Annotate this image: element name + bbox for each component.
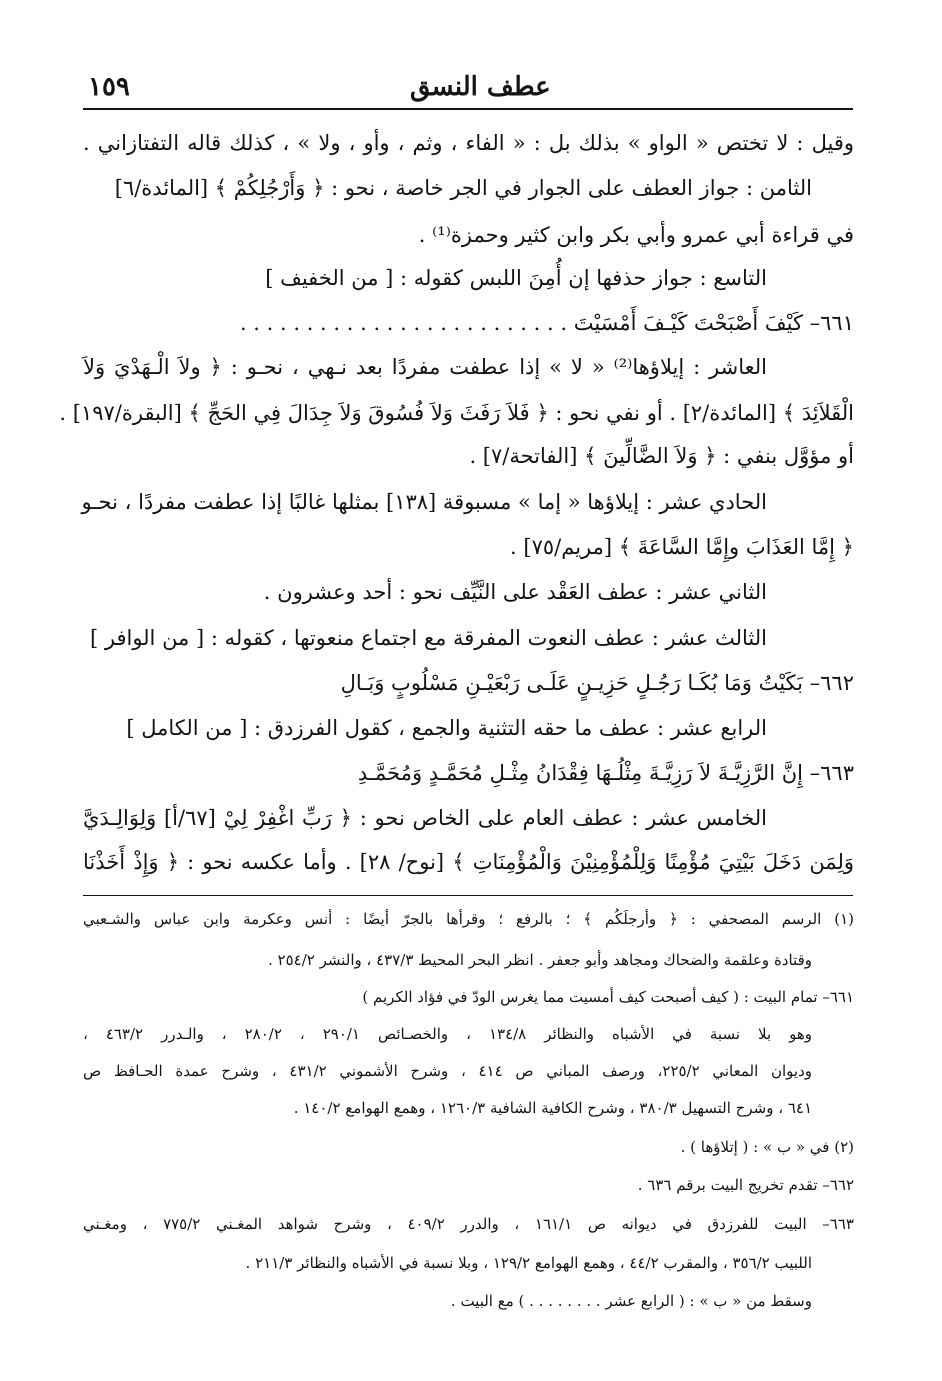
footnote-line: ٦٦١– تمام البيت : ( كيف أصبحت كيف أمسيت مما يغرس الودّ في فؤاد الكريم ): [362, 988, 854, 1006]
footnote-rule: [83, 895, 853, 896]
page-number: ١٥٩: [88, 72, 130, 102]
verse-line: ٦٦٣– إِنَّ الرَّزِيَّـةَ لاَ رَزِيَّـةَ مِثْلُـهَا فِقْدَانُ مِثْـلِ مُحَمَّـدٍ وَمُحَمَّـدِ: [357, 761, 854, 785]
page-title: عطف النسق: [410, 72, 551, 102]
body-line: ﴿ إِمَّا العَذَابَ وإِمَّا السَّاعَةَ ﴾ [مريم/٧٥] .: [510, 535, 854, 559]
verse-line: ٦٦٢– بَكَيْتُ وَمَا بُكَـا رَجُـلٍ حَزِيـنٍ عَلَـى رَبْعَيْـنِ مَسْلُوبٍ وَبَـالِ: [340, 671, 854, 695]
body-line: الْقَلاَئِدَ ﴾ [المائدة/٢] . أو نفي نحو : ﴿ فَلاَ رَفَثَ وَلاَ فُسُوقَ وَلاَ جِدَالَ فِي الحَجِّ ﴾ [البقرة/١٩٧] .: [59, 401, 854, 425]
footnote-line: (١) الرسم المصحفي : ﴿ وأرجلَكُم ﴾ ؛ بالرفع ؛ وقرأها بالجرّ أيضًا : أنس وعكرمة وابن عباس والشـعبي: [83, 910, 854, 928]
footnote-line: ٦٦٣– البيت للفرزدق في ديوانه ص ١٦١/١ ، والدرر ٤٠٩/٢ ، وشرح شواهد المغـني ٧٧٥/٢ ، ومغـني: [83, 1215, 854, 1233]
body-line: الثامن : جواز العطف على الجوار في الجر خاصة ، نحو : ﴿ وَأَرْجُلِكُمْ ﴾ [المائدة/٦]: [114, 176, 812, 200]
body-line: وقيل : لا تختص « الواو » بذلك بل : « الفاء ، وثم ، وأو ، ولا » ، كذلك قاله التفتازاني .: [83, 131, 854, 155]
verse-line: ٦٦١– كَيْفَ أَصْبَحْتَ كَيْـفَ أَمْسَيْتَ . . . . . . . . . . . . . . . . . . . . . . . . .: [239, 311, 854, 335]
body-line: في قراءة أبي عمرو وأبي بكر وابن كثير وحمزة⁽¹⁾ .: [418, 223, 854, 247]
body-line: الثالث عشر : عطف النعوت المفرقة مع اجتماع منعوتها ، كقوله : [ من الوافر ]: [89, 626, 767, 650]
body-line: التاسع : جواز حذفها إن أُمِنَ اللبس كقوله : [ من الخفيف ]: [265, 266, 767, 290]
footnote-line: (٢) في « ب » : ( إتلاؤها ) .: [680, 1138, 854, 1156]
header-rule: [83, 108, 853, 110]
body-line: الثاني عشر : عطف العَقْد على النَّيِّف نحو : أحد وعشرون .: [263, 580, 767, 604]
footnote-line: وديوان المعاني ٢٢٥/٢، ورصف المباني ص ٤١٤ ، وشرح الأشموني ٤٣١/٢ ، وشرح عمدة الحـافظ ص: [83, 1062, 812, 1080]
body-line: العاشر : إيلاؤها⁽²⁾ « لا » إذا عطفت مفردًا بعد نـهي ، نحـو : ﴿ ولاَ الْـهَدْيَ وَلاَ: [83, 355, 768, 379]
footnote-line: وسقط من « ب » : ( الرابع عشر . . . . . . . . ) مع البيت .: [450, 1292, 812, 1310]
footnote-line: اللبيب ٣٥٦/٢ ، والمقرب ٤٤/٢ ، وهمع الهوامع ١٢٩/٢ ، وبلا نسبة في الأشباه والنظائر ٢١١/٣ .: [245, 1254, 812, 1272]
body-line: أو مؤوَّل بنفي : ﴿ وَلاَ الضَّالِّينَ ﴾ [الفاتحة/٧] .: [469, 444, 854, 468]
body-line: الحادي عشر : إيلاؤها « إما » مسبوقة [١٣٨] بمثلها غالبًا إذا عطفت مفردًا ، نحـو: [81, 490, 767, 514]
footnote-line: ٦٦٢– تقدم تخريج البيت برقم ٦٣٦ .: [637, 1176, 854, 1194]
footnote-line: وقتادة وعلقمة والضحاك ومجاهد وأبو جعفر . انظر البحر المحيط ٤٣٧/٣ ، والنشر ٢٥٤/٢ .: [267, 951, 812, 969]
footnote-line: وهو بلا نسبة في الأشباه والنظائر ١٣٤/٨ ، والخصـائص ٢٩٠/١ ، ٢٨٠/٢ ، والـدرر ٤٦٣/٢ ،: [83, 1025, 812, 1043]
body-line: الرابع عشر : عطف ما حقه التثنية والجمع ، كقول الفرزدق : [ من الكامل ]: [126, 716, 767, 740]
body-line: وَلِمَن دَخَلَ بَيْتِيَ مُؤْمِنًا وَلِلْمُؤْمِنِيْنَ وَالْمُؤْمِنَاتِ ﴾ [نوح/ ٢٨] . وأما عكسه نحو : ﴿ وَإِذْ أَخَذْنَا: [83, 850, 854, 874]
footnote-line: ٦٤١ ، وشرح التسهيل ٣٨٠/٣ ، وشرح الكافية الشافية ١٢٦٠/٣ ، وهمع الهوامع ١٤٠/٢ .: [293, 1099, 812, 1117]
body-line: الخامس عشر : عطف العام على الخاص نحو : ﴿ رَبِّ اغْفِرْ لِيْ [٦٧/أ] وَلِوَالِـدَيَّ: [83, 806, 767, 830]
